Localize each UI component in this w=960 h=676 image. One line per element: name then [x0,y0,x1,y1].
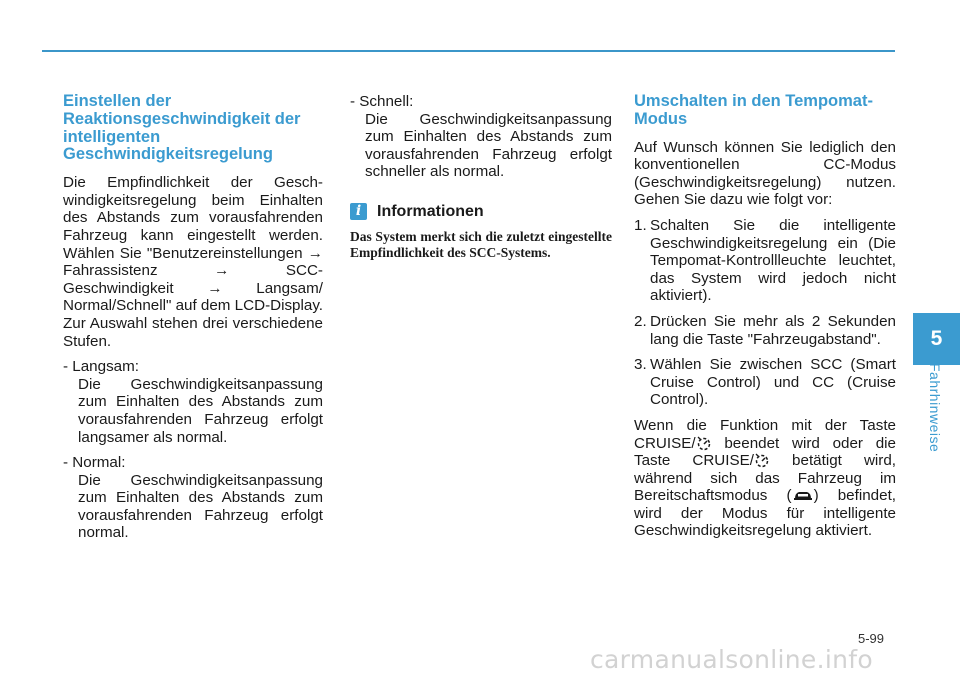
option-text-schnell: Die Geschwindigkeitsanpassung zum Einhalten des Abstands zum vorausfahrenden Fahrzeug erfolgt schneller als normal. [365,110,612,181]
step-number: 3. [634,356,647,374]
chapter-label: Fahrhinweise [927,362,943,453]
option-label-normal: - Normal: [63,454,126,472]
outro-part-3: betätigt wird, während sich das Fahrzeug im Bereitschaftsmodus ( [634,452,897,505]
column-3 [634,93,896,540]
top-rule [42,50,895,52]
intro-paragraph-tempomat: Auf Wunsch können Sie lediglich den konventionellen CC-Modus (Geschwindigkeitsregelung) nutzen. Gehen Sie dazu wie folgt vor: [634,138,896,209]
outro-part-4: ) befindet, wird der Modus für intelligente Geschwindigkeitsregelung aktiviert. [634,487,897,540]
outro-paragraph [634,417,896,540]
step-number: 1. [634,216,647,234]
watermark: carmanualsonline.info [590,645,873,674]
intro-paragraph: Die Empfindlichkeit der Gesch-windigkeitsregelung beim Einhalten des Abstands zum vorausfahrenden Fahrzeug kann eingestellt werden. Wählen Sie "Benutzereinstellungen → Fahrassistenz → SCC-Geschwindigkeit → Langsam/ Normal/Schnell" auf dem LCD-Display. Zur Auswahl stehen drei verschiedene Stufen. [63,174,324,350]
option-text-normal: Die Geschwindigkeitsanpassung zum Einhalten des Abstands zum vorausfahrenden Fahrzeug erfolgt normal. [78,471,323,542]
outro-part-2: beendet wird oder die Taste CRUISE/ [634,434,896,470]
info-header [350,203,612,221]
step-2 [634,313,896,348]
step-text: Schalten Sie die intelligente Geschwindigkeitsregelung ein (Die Tempomat-Kontrollleuchte leuchtet, das System wird jedoch nicht aktiviert). [650,216,896,305]
info-icon: i [350,203,367,220]
section-heading: Einstellen der Reaktionsgeschwindigkeit der intelligenten Geschwindigkeitsregelung [63,92,301,164]
page-number: 5-99 [858,631,885,646]
column-2 [350,93,612,261]
info-title: Informationen [377,202,484,220]
section-heading-tempomat: Umschalten in den Tempomat-Modus [634,92,873,128]
info-text: Das System merkt sich die zuletzt eingestellte Empfindlichkeit des SCC-Systems. [350,228,612,260]
step-text: Wählen Sie zwischen SCC (Smart Cruise Control) und CC (Cruise Control). [650,356,896,409]
cruise-off-icon [696,435,712,451]
step-1 [634,217,896,305]
option-text-langsam: Die Geschwindigkeitsanpassung zum Einhalten des Abstands zum vorausfahrenden Fahrzeug erfolgt langsamer als normal. [78,375,323,446]
chapter-tab: 5 [913,313,960,365]
column-1 [63,93,323,542]
step-3 [634,356,896,409]
step-number: 2. [634,312,647,330]
outro-part-1: Wenn die Funktion mit der Taste CRUISE/ [634,416,896,452]
cruise-off-icon [754,452,770,468]
car-standby-icon [792,487,814,503]
option-label-schnell: - Schnell: [350,93,414,110]
option-label-langsam: - Langsam: [63,358,139,376]
step-text: Drücken Sie mehr als 2 Sekunden lang die Taste "Fahrzeugabstand". [650,312,896,348]
